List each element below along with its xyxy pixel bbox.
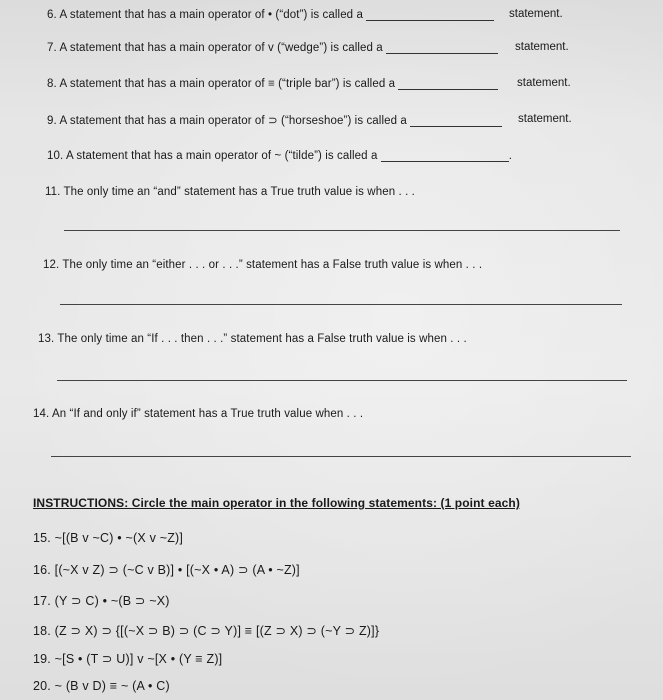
statement-19[interactable]: 19. ~[S • (T ⊃ U)] v ~[X • (Y ≡ Z)] [33,652,223,666]
question-8-text: 8. A statement that has a main operator of ≡ (“triple bar”) is called a [47,78,396,90]
question-13: 13. The only time an “If . . . then . . .” statement has a False truth value is when . . . [38,333,467,345]
question-6-trail: statement. [509,8,563,20]
question-14: 14. An “If and only if” statement has a True truth value when . . . [33,408,364,420]
question-9-trail: statement. [518,113,572,125]
question-6-text: 6. A statement that has a main operator of • (“dot”) is called a [47,9,363,21]
question-13-answer-line[interactable] [57,380,627,381]
statement-15[interactable]: 15. ~[(B v ~C) • ~(X v ~Z)] [33,531,184,545]
question-11-answer-line[interactable] [64,230,620,231]
statement-20[interactable]: 20. ~ (B v D) ≡ ~ (A • C) [33,679,170,693]
question-8-trail: statement. [517,77,571,89]
question-6-blank[interactable] [366,8,494,21]
question-6 [47,8,494,21]
statement-17[interactable]: 17. (Y ⊃ C) • ~(B ⊃ ~X) [33,594,170,608]
question-12: 12. The only time an “either . . . or . . .” statement has a False truth value is when . . . [43,259,483,271]
question-9 [47,113,502,127]
question-9-text: 9. A statement that has a main operator of ⊃ (“horseshoe”) is called a [47,115,407,127]
question-7-text: 7. A statement that has a main operator of v (“wedge”) is called a [47,42,383,54]
statement-16[interactable]: 16. [(~X v Z) ⊃ (~C v B)] • [(~X • A) ⊃ (A • ~Z)] [33,563,300,577]
question-7-trail: statement. [515,41,569,53]
question-11: 11. The only time an “and” statement has a True truth value is when . . . [45,186,415,198]
question-14-answer-line[interactable] [51,456,631,457]
instructions-heading: INSTRUCTIONS: Circle the main operator in the following statements: (1 point each) [33,496,520,510]
question-9-blank[interactable] [410,114,502,127]
question-8-blank[interactable] [398,77,498,90]
question-7-blank[interactable] [386,41,498,54]
statement-18[interactable]: 18. (Z ⊃ X) ⊃ {[(~X ⊃ B) ⊃ (C ⊃ Y)] ≡ [(Z ⊃ X) ⊃ (~Y ⊃ Z)]} [33,624,380,638]
question-8 [47,77,498,90]
question-7 [47,41,498,54]
question-10-text: 10. A statement that has a main operator of ~ (“tilde”) is called a [47,150,378,162]
question-10-trail: . [508,150,513,162]
question-12-answer-line[interactable] [60,304,622,305]
question-10-blank[interactable] [381,149,509,162]
question-10 [47,149,512,162]
